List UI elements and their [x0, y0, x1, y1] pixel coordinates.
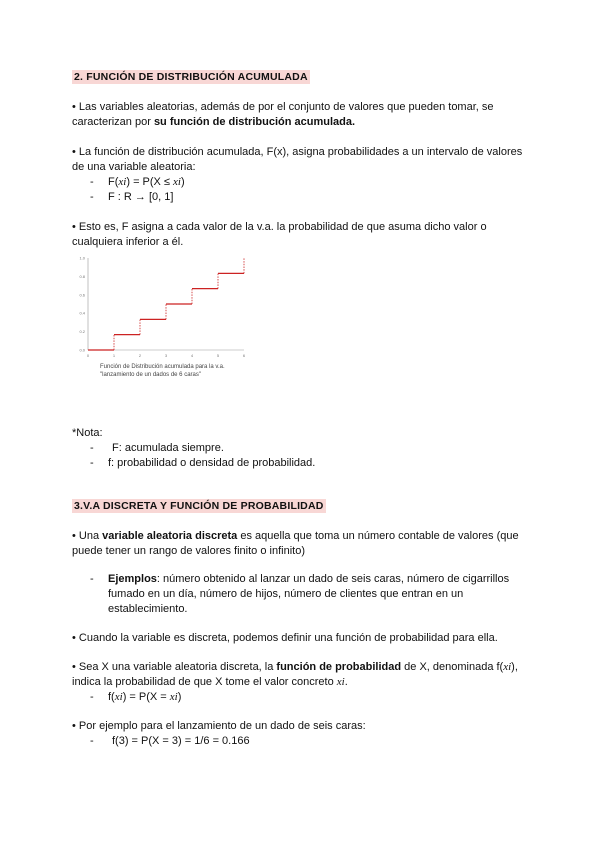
paragraph-discreta-line2: puede tener un rango de valores finito o infinito): [72, 545, 305, 557]
x-tick-label: 2: [138, 353, 142, 358]
paragraph-cdf-line2: de una variable aleatoria:: [72, 161, 196, 173]
ejemplos-line1: Ejemplos: número obtenido al lanzar un dado de seis caras, número de cigarrillos: [108, 573, 510, 585]
paragraph-funcion-probabilidad: • Cuando la variable es discreta, podemos definir una función de probabilidad para ella.: [72, 632, 498, 644]
nota-title: *Nota:: [72, 427, 103, 439]
paragraph-esto-line1: • Esto es, F asigna a cada valor de la v.a. la probabilidad de que asuma dicho valor o: [72, 221, 487, 233]
paragraph-text: caracterizan por: [72, 116, 154, 128]
x-tick-label: 4: [190, 353, 194, 358]
paragraph-cdf-line1: • La función de distribución acumulada, F(x), asigna probabilidades a un intervalo de valores: [72, 146, 523, 158]
x-tick-label: 6: [242, 353, 246, 358]
ejemplos-line2: fumado en un día, número de hijos, número de clientes que entran en un: [108, 588, 464, 600]
formula-cdf: F(xi) = P(X ≤ xi): [108, 176, 185, 188]
x-tick-label: 1: [112, 353, 116, 358]
bullet-dash: -: [90, 691, 94, 703]
paragraph-variables-line1: • Las variables aleatorias, además de por el conjunto de valores que pueden tomar, se: [72, 101, 494, 113]
nota-item-text: F: acumulada siempre.: [112, 442, 224, 454]
y-tick-label: 0.0: [79, 347, 85, 353]
chart-caption-line1: Función de Distribución acumulada para la v.a.: [100, 364, 225, 370]
nota-item-text: f: probabilidad o densidad de probabilidad.: [108, 457, 316, 469]
formula-range: F : R → [0, 1]: [108, 191, 174, 203]
y-tick-label: 0.2: [79, 329, 85, 335]
x-tick-label: 0: [86, 353, 90, 358]
bullet-dash: -: [90, 573, 94, 585]
formula-ejemplo: f(3) = P(X = 3) = 1/6 = 0.166: [112, 735, 250, 747]
y-tick-label: 1.0: [79, 255, 85, 261]
paragraph-sea-x-line1: • Sea X una variable aleatoria discreta, la función de probabilidad de X, denominada f(xi),: [72, 661, 518, 673]
bullet-dash: -: [90, 191, 94, 203]
paragraph-esto-line2: cualquiera inferior a él.: [72, 236, 184, 248]
chart-caption: [100, 363, 225, 379]
bold-text: Ejemplos: [108, 573, 157, 585]
ejemplos-line3: establecimiento.: [108, 603, 188, 615]
bullet-dash: -: [90, 457, 94, 469]
bold-text: función de probabilidad: [276, 661, 402, 673]
paragraph-sea-x-line2: indica la probabilidad de que X tome el valor concreto xi.: [72, 676, 348, 688]
formula-pmf: f(xi) = P(X = xi): [108, 691, 182, 703]
bold-text: variable aleatoria discreta: [102, 530, 238, 542]
section-2-heading: 2. FUNCIÓN DE DISTRIBUCIÓN ACUMULADA: [74, 71, 308, 83]
bullet-dash: -: [90, 442, 94, 454]
paragraph-ejemplo-dado: • Por ejemplo para el lanzamiento de un dado de seis caras:: [72, 720, 366, 732]
cdf-step-chart: [70, 252, 250, 362]
y-tick-label: 0.6: [79, 292, 85, 298]
paragraph-discreta-line1: • Una variable aleatoria discreta es aquella que toma un número contable de valores (que: [72, 530, 519, 542]
chart-caption-line2: "lanzamiento de un dados de 6 caras": [100, 372, 201, 378]
paragraph-variables-line2: [72, 116, 355, 128]
y-tick-label: 0.4: [79, 310, 85, 316]
y-tick-label: 0.8: [79, 273, 85, 279]
x-tick-label: 3: [164, 353, 168, 358]
section-3-heading: 3.V.A DISCRETA Y FUNCIÓN DE PROBABILIDAD: [74, 500, 324, 512]
bullet-dash: -: [90, 735, 94, 747]
x-tick-label: 5: [216, 353, 220, 358]
bold-text: su función de distribución acumulada.: [153, 116, 356, 128]
bullet-dash: -: [90, 176, 94, 188]
